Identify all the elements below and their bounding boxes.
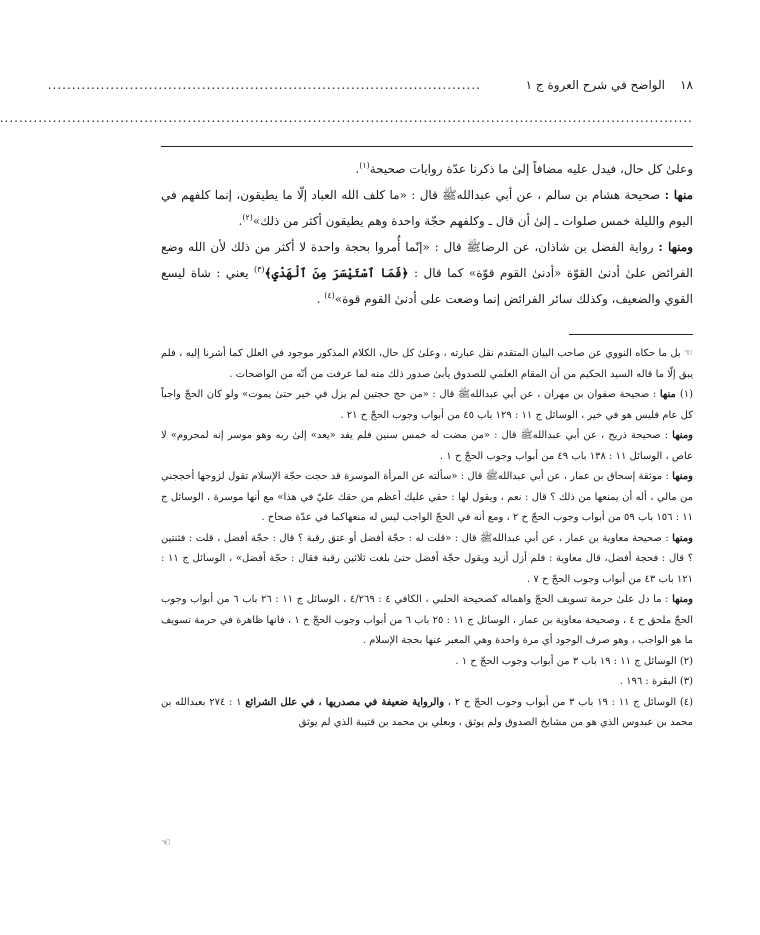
- footnote-1-item: [161, 426, 693, 467]
- footnote-text: الوسائل ج ١١ : ١٩ باب ٣ من أبواب وجوب الحجّ ح ١ .: [455, 655, 680, 667]
- footnote-ref: (٣): [254, 265, 265, 274]
- page-header: [47, 76, 693, 94]
- footnote-continued: ☜ بل ما حكاه النووي عن صاحب البيان المتقدم نقل عبارته ، وعلىٰ كل حال، الكلام المذكور موجود في العلل كما أشرنا إليه ، فلم يبق إلّا ما قاله السيد الحكيم من أن المقام العلمي للصدوق يأبىٰ صدور ذلك منه لما عرفت من أنّه من الواضحات .: [161, 348, 693, 380]
- book-title: الواضح في شرح العروة ج ١: [525, 78, 665, 92]
- footnote-number: (١): [679, 389, 693, 400]
- footnote-lead: ومنها: [672, 594, 693, 605]
- paragraph-lead: منها :: [664, 188, 694, 202]
- quran-verse: ﴿فَمَا ٱسْتَيْسَرَ مِنَ ٱلْهَدْيِ﴾: [264, 266, 409, 280]
- footnote-text: : صحيحة ذريح ، عن أبي عبداللهﷺ قال : «من مضت له خمس سنين فلم يفد «يعد» إلىٰ ربه وهو موسر إنه لمحروم» لا عاص ، الوسائل ١١ : ١٣٨ باب ٤٩ من أبواب وجوب الحجّ ح ١ .: [161, 430, 693, 462]
- footnote-ref: (٤): [324, 291, 335, 300]
- footnote-ref: (٢): [242, 213, 253, 222]
- footnote-rule: [569, 334, 693, 335]
- dot-leader-line: ................................................................................................................................................: [0, 111, 693, 125]
- paragraph-text: صحيحة هشام بن سالم ، عن أبي عبداللهﷺ قال : «ما كلف الله العباد إلّا ما يطيقون، إنما كلفهم في اليوم والليلة خمس صلوات ـ إلىٰ أن قال ـ وكلفهم حجّة واحدة وهم يطيقون أكثر من ذلك»: [161, 188, 693, 228]
- footnote-lead: منها: [659, 389, 680, 400]
- footnote-text: : ما دل علىٰ حرمة تسويف الحجّ واهماله كصحيحة الحلبي ، الكافي ٤ : ٤/٢٦٩ ، الوسائل ج ١١ : ٢٦ باب ٦ من أبواب وجوب الحجّ ملحق ح ٤ ، وصحيحة معاوية بن عمار ، الوسائل ج ١١ : ٢٥ باب ٦ من أبواب وجوب الحجّ ح ١ ، فانها ظاهرة في حرمة تسويف ما هو الواجب ، وهو صرف الوجود أي مرة واحدة وهي المعبر عنها بحجة الإسلام .: [161, 594, 694, 646]
- footnote-lead: ومنها: [672, 430, 693, 441]
- footnote-1: [161, 385, 693, 426]
- page-number: ١٨: [680, 78, 693, 92]
- paragraph-text: رواية الفضل بن شاذان، عن الرضاﷺ قال : «إنّما أُمروا بحجة واحدة لا أكثر من ذلك لأن الله وضع الفرائض علىٰ أدنىٰ القوّة «أدنىٰ القوم قوّة» كما قال :: [161, 240, 693, 280]
- main-text: [161, 156, 693, 312]
- footnotes: [161, 344, 693, 734]
- paragraph-intro: وعلىٰ كل حال، فيدل عليه مضافاً إلىٰ ما ذكرنا عدّة روايات صحيحة$^{(١)}$.: [355, 161, 693, 176]
- footnote-4: [161, 693, 693, 734]
- footnote-text: الوسائل ج ١١ : ١٩ باب ٣ من أبواب وجوب الحجّ ح ٢ ،: [444, 696, 680, 708]
- paragraph-lead: ومنها :: [658, 240, 693, 254]
- footnote-lead: ومنها: [672, 532, 693, 544]
- paragraph-text: يعني : شاة ليسع القوي والضعيف، وكذلك سائر الفرائض إنما وضعت على أدنىٰ القوم قوة»: [161, 266, 693, 306]
- footnote-text: : صحيحة صفوان بن مهران ، عن أبي عبداللهﷺ قال : «من حج حجتين لم يزل في خير حتىٰ يموت» ولو كان الحجّ واجباً كل عام فليس هو في خير ، الوسائل ج ١١ : ١٢٩ باب ٤٥ من أبواب وجوب الحجّ ح ٢١ .: [161, 389, 693, 421]
- footnote-1-item: [161, 590, 693, 652]
- footnote-number: (٢): [679, 655, 693, 667]
- footnote-text: : موثقة إسحاق بن عمار ، عن أبي عبداللهﷺ قال : «سألته عن المرأة الموسرة قد حجت حجّة الإسلام تقول لزوجها أحججني من مالي ، أله أن يمنعها من ذلك ؟ قال : نعم ، ويقول لها : حقي عليك أعظم من حقك عليّ في هذا» مع أنها موسرة ، الوسائل ج ١١ : ١٥٦ باب ٥٩ من أبواب وجوب الحجّ ح ٢ ، ومع أنه في الحجّ الواجب ليس له منعهاكما في عدّة صحاح .: [161, 471, 693, 523]
- paragraph-hisham: منها : صحيحة هشام بن سالم ، عن أبي عبداللهﷺ قال : «ما كلف الله العباد إلّا ما يطيقون، إنما كلفهم في اليوم والليلة خمس صلوات ـ إلىٰ أن قال ـ وكلفهم حجّة واحدة وهم يطيقون أكثر من ذلك»$^{(٢)}$.: [161, 188, 694, 228]
- footnote-text: البقرة : ١٩٦ .: [619, 676, 680, 687]
- paragraph-fadl: ومنها : رواية الفضل بن شاذان، عن الرضاﷺ قال : «إنّما أُمروا بحجة واحدة لا أكثر من ذلك لأن الله وضع الفرائض علىٰ أدنىٰ القوّة «أدنىٰ القوم قوّة» كما قال : ﴿فَمَا ٱسْتَيْسَرَ مِنَ ٱلْهَدْيِ﴾$^{(٣)}$ يعني : شاة ليسع القوي والضعيف، وكذلك سائر الفرائض إنما وضعت على أدنىٰ القوم قوة»$^{(٤)}$ .: [161, 240, 693, 306]
- footnote-lead: والرواية ضعيفة في مصدريها ، في علل الشرائع: [245, 696, 445, 708]
- continuation-mark-icon: ☜: [161, 836, 171, 849]
- footnote-text: ١ : ٢٧٤ بعبدالله بن محمد بن عبدوس الذي هو من مشايخ الصدوق ولم يوثق ، وبعلي بن محمد بن قتيبة الذي لم يوثق: [161, 696, 693, 728]
- footnote-lead: ومنها: [672, 471, 693, 482]
- footnote-1-item: [161, 467, 693, 529]
- footnote-1-item: [161, 529, 693, 591]
- footnote-ref: (١): [359, 161, 370, 170]
- paragraph-text: وعلىٰ كل حال، فيدل عليه مضافاً إلىٰ ما ذكرنا عدّة روايات صحيحة: [369, 162, 693, 176]
- footnote-text: : صحيحة معاوية بن عمار ، عن أبي عبداللهﷺ قال : «قلت له : حجّة أفضل أو عتق رقبة ؟ قال : حجّة أفضل ، قلت : فثنتين ؟ قال : فحجة أفضل، قال معاوية : فلم أزل أزيد ويقول حجّة أفضل حتىٰ بلغت ثلاثين رقبة فقال : حجّة أفضل» ، الوسائل ج ١١ : ١٢١ باب ٤٣ من أبواب وجوب الحجّ ح ٧ .: [161, 532, 693, 585]
- footnote-number: (٣): [679, 676, 693, 687]
- header-rule: [161, 146, 693, 147]
- header-dot-leader: ..........................................................................................: [47, 78, 481, 92]
- footnote-2: [161, 652, 693, 673]
- footnote-number: (٤): [679, 696, 694, 708]
- footnote-3: [161, 672, 693, 693]
